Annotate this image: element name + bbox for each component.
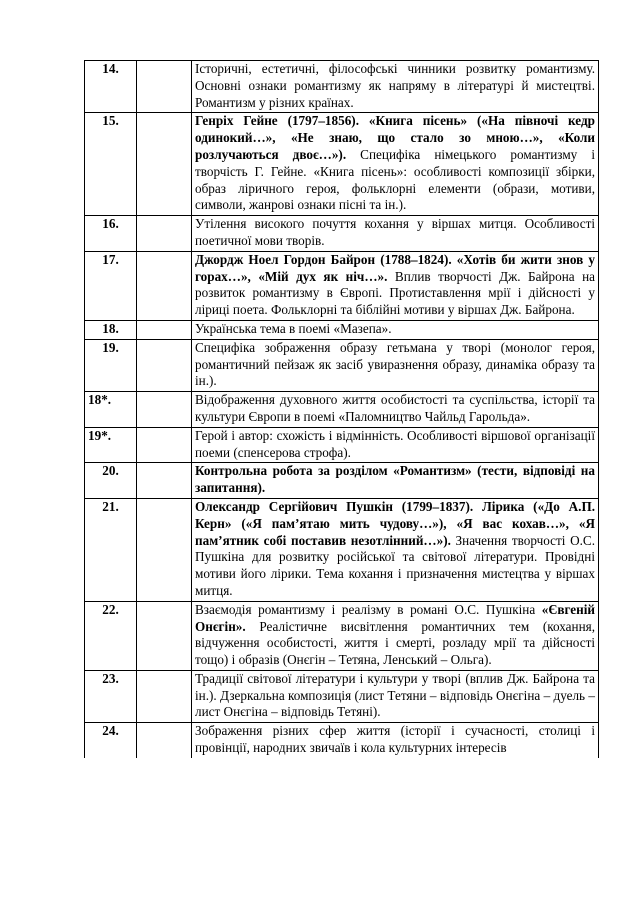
topic-heading-text: Джордж Ноел Гордон Байрон (1788–1824). «Хотів би жити знов у горах…», «Мій дух як ніч…». — [195, 251, 595, 284]
lesson-hours — [137, 723, 192, 758]
lesson-topic — [192, 113, 599, 216]
lesson-topic — [192, 723, 599, 758]
lesson-number: 17. — [85, 251, 137, 320]
table-row — [85, 339, 599, 391]
topic-heading-text: «Євгеній Онєгін». — [195, 601, 595, 634]
lesson-topic — [192, 320, 599, 339]
topic-heading-text: Генріх Гейне (1797–1856). «Книга пісень» («На півночі кедр одинокий…», «Не знаю, що стало зо мною…», «Коли розлучаються двоє…»). — [195, 113, 595, 162]
lesson-hours — [137, 463, 192, 499]
lesson-number: 18. — [85, 320, 137, 339]
table-row — [85, 320, 599, 339]
lesson-hours — [137, 216, 192, 252]
lesson-number: 23. — [85, 670, 137, 722]
lessons-table-body — [85, 61, 599, 758]
lesson-hours — [137, 392, 192, 428]
lesson-topic — [192, 670, 599, 722]
lesson-number: 18*. — [85, 392, 137, 428]
lesson-number: 19*. — [85, 427, 137, 463]
topic-text: Взаємодія романтизму і реалізму в романі О.С. Пушкіна — [195, 601, 542, 617]
lesson-topic — [192, 427, 599, 463]
topic-text: Українська тема в поемі «Мазепа». — [195, 320, 392, 336]
topic-text: Значення творчості О.С. Пушкіна для розвитку російської та світової літератури. Провідні мотиви його лірики. Тема кохання і призначення мистецтва у віршах митця. — [195, 532, 595, 598]
lesson-topic — [192, 339, 599, 391]
topic-text: Історичні, естетичні, філософські чинники розвитку романтизму. Основні ознаки романтизму як напряму в літературі й мистецтві. Романтизм у різних країнах. — [195, 61, 595, 110]
topic-text: Герой і автор: схожість і відмінність. Особливості віршової організації поеми (спенсерова строфа). — [195, 427, 595, 460]
topic-text: Специфіка німецького романтизму і творчість Г. Гейне. «Книга пісень»: особливості композиції збірки, образ ліричного героя, фольклорні елементи (образи, мотиви, символи, жанрові ознаки пісні та ін.). — [195, 146, 595, 213]
table-row — [85, 723, 599, 758]
table-row — [85, 113, 599, 216]
lesson-topic — [192, 251, 599, 320]
topic-heading-text: Контрольна робота за розділом «Романтизм» (тести, відповіді на запитання). — [195, 463, 595, 496]
lesson-topic — [192, 392, 599, 428]
topic-text: Зображення різних сфер життя (історії і сучасності, столиці і провінції, народних звичаїв і кола культурних інтересів — [195, 723, 595, 756]
topic-text: Традиції світової літератури і культури у творі (вплив Дж. Байрона та ін.). Дзеркальна композиція (лист Тетяни – відповідь Онєгіна – дуель – лист Онєгіна – відповідь Тетяні). — [195, 670, 595, 720]
lesson-topic — [192, 498, 599, 601]
lesson-number: 19. — [85, 339, 137, 391]
table-row — [85, 61, 599, 113]
lesson-hours — [137, 601, 192, 670]
table-row — [85, 392, 599, 428]
lesson-number: 24. — [85, 723, 137, 758]
lesson-hours — [137, 498, 192, 601]
lesson-topic — [192, 216, 599, 252]
table-row — [85, 601, 599, 670]
topic-text: Вплив творчості Дж. Байрона на розвиток романтизму в Європі. Протиставлення мрії і дійсності у ліриці поета. Фольклорні та біблійні мотиви у віршах Дж. Байрона. — [195, 268, 595, 318]
topic-text: Специфіка зображення образу гетьмана у творі (монолог героя, романтичний пейзаж як засіб увиразнення образу, динаміка образу та ін.). — [195, 339, 595, 389]
lesson-topic — [192, 61, 599, 113]
table-row — [85, 498, 599, 601]
table-row — [85, 463, 599, 499]
table-row — [85, 216, 599, 252]
topic-text: Утілення високого почуття кохання у віршах митця. Особливості поетичної мови творів. — [195, 216, 595, 248]
table-row — [85, 427, 599, 463]
topic-heading-text: Олександр Сергійович Пушкін (1799–1837). Лірика («До А.П. Керн» («Я пам’ятаю мить чудову…»), «Я вас кохав…», «Я пам’ятник собі поставив незотлінний…»). — [195, 498, 595, 548]
lesson-hours — [137, 320, 192, 339]
lesson-hours — [137, 61, 192, 113]
lesson-number: 15. — [85, 113, 137, 216]
lesson-number: 21. — [85, 498, 137, 601]
lesson-topic — [192, 601, 599, 670]
lesson-hours — [137, 427, 192, 463]
table-row — [85, 251, 599, 320]
lesson-hours — [137, 251, 192, 320]
lesson-number: 22. — [85, 601, 137, 670]
lesson-hours — [137, 113, 192, 216]
lesson-hours — [137, 670, 192, 722]
table-row — [85, 670, 599, 722]
topic-text: Відображення духовного життя особистості та суспільства, історії та культури Європи в поемі «Паломництво Чайльд Гарольда». — [195, 392, 595, 424]
lessons-table — [84, 60, 599, 758]
lesson-number: 20. — [85, 463, 137, 499]
lesson-hours — [137, 339, 192, 391]
lesson-number: 14. — [85, 61, 137, 113]
lesson-topic — [192, 463, 599, 499]
lesson-number: 16. — [85, 216, 137, 252]
topic-text: Реалістичне висвітлення романтичних тем (кохання, відчуження особистості, життя і смерті, розладу мрії та дійсності тощо) і образів (Онєгін – Тетяна, Ленський – Ольга). — [195, 618, 595, 668]
